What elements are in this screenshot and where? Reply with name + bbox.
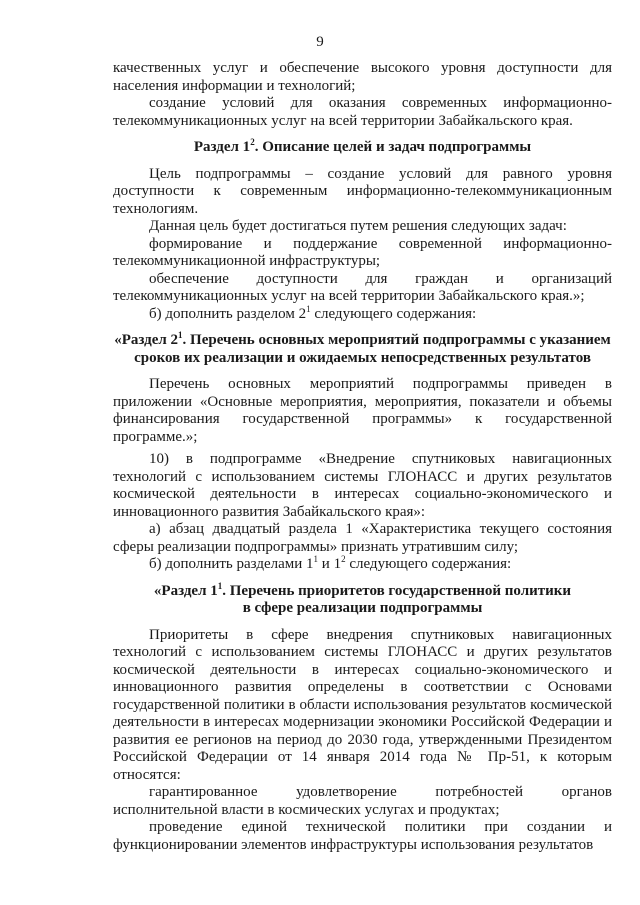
superscript: 1	[313, 554, 319, 564]
text-run: б) дополнить разделами 1	[149, 556, 314, 572]
paragraph: Приоритеты в сфере внедрения спутниковых навигационных технологий с использованием системы ГЛОНАСС и других результатов космической деятельности в интересах социально-экономического и инновационного развития определены в соответствии с Основами государственной политики в области использования результатов космической деятельности в интересах модернизации экономики Российской Федерации и развития ее регионов на период до 2030 года, утвержденными Президентом Российской Федерации от 14 января 2014 года № Пр-51, к которым относятся:	[113, 626, 612, 783]
document-body	[113, 60, 612, 854]
paragraph: качественных услуг и обеспечение высокого уровня доступности для населения информации и технологий;	[113, 60, 612, 94]
text-run: Раздел 1	[193, 139, 251, 155]
paragraph: формирование и поддержание современной информационно-телекоммуникационной инфраструктуры;	[113, 235, 612, 269]
text-run: следующего содержания:	[345, 556, 512, 572]
section-heading	[113, 332, 612, 367]
text-run: . Перечень приоритетов государственной политики	[222, 582, 572, 599]
paragraph	[113, 303, 612, 324]
superscript: 1	[217, 580, 223, 591]
superscript: 1	[178, 330, 183, 340]
paragraph: создание условий для оказания современных информационно-телекоммуникационных услуг на всей территории Забайкальского края.	[113, 95, 612, 129]
paragraph: обеспечение доступности для граждан и организаций телекоммуникационных услуг на всей территории Забайкальского края.»;	[113, 270, 612, 304]
text-run: следующего содержания:	[310, 305, 477, 322]
text-run: в сфере реализации подпрограммы	[242, 600, 483, 616]
paragraph: 10) в подпрограмме «Внедрение спутниковых навигационных технологий с использованием системы ГЛОНАСС и других результатов космической деятельности в интересах социально-экономического и инновационного развития Забайкальского края»:	[113, 451, 612, 520]
superscript: 2	[250, 137, 255, 147]
text-run: б) дополнить разделом 2	[149, 305, 307, 322]
section-heading	[113, 139, 612, 157]
spacer	[113, 618, 612, 627]
text-run: . Перечень основных мероприятий подпрограммы с указанием	[182, 332, 611, 348]
section-heading	[113, 580, 612, 618]
paragraph: гарантированное удовлетворение потребностей органов исполнительной власти в космических услугах и продуктах;	[113, 784, 612, 818]
text-run: и 1	[318, 556, 342, 572]
spacer	[113, 574, 612, 583]
text-run: . Описание целей и задач подпрограммы	[254, 139, 532, 155]
text-run: сроков их реализации и ожидаемых непосредственных результатов	[134, 349, 591, 366]
spacer	[113, 367, 612, 376]
spacer	[113, 323, 612, 332]
text-run: «Раздел 2	[114, 332, 179, 348]
paragraph: а) абзац двадцатый раздела 1 «Характеристика текущего состояния сферы реализации подпрограммы» признать утратившим силу;	[113, 521, 612, 555]
paragraph: Перечень основных мероприятий подпрограммы приведен в приложении «Основные мероприятия, мероприятия, показатели и объемы финансирования государственной программы» к государственной программе.»;	[113, 376, 612, 445]
paragraph: Данная цель будет достигаться путем решения следующих задач:	[149, 218, 567, 234]
text-run: «Раздел 1	[153, 582, 218, 599]
superscript: 1	[306, 303, 311, 314]
paragraph: проведение единой технической политики при создании и функционировании элементов инфраструктуры использования результатов	[113, 819, 612, 853]
spacer	[113, 130, 612, 139]
superscript: 2	[341, 554, 346, 564]
spacer	[113, 157, 612, 166]
paragraph	[113, 556, 612, 574]
page-number: 9	[316, 34, 324, 50]
paragraph: Цель подпрограммы – создание условий для равного уровня доступности к современным информационно-телекоммуникационным технологиям.	[113, 165, 612, 217]
